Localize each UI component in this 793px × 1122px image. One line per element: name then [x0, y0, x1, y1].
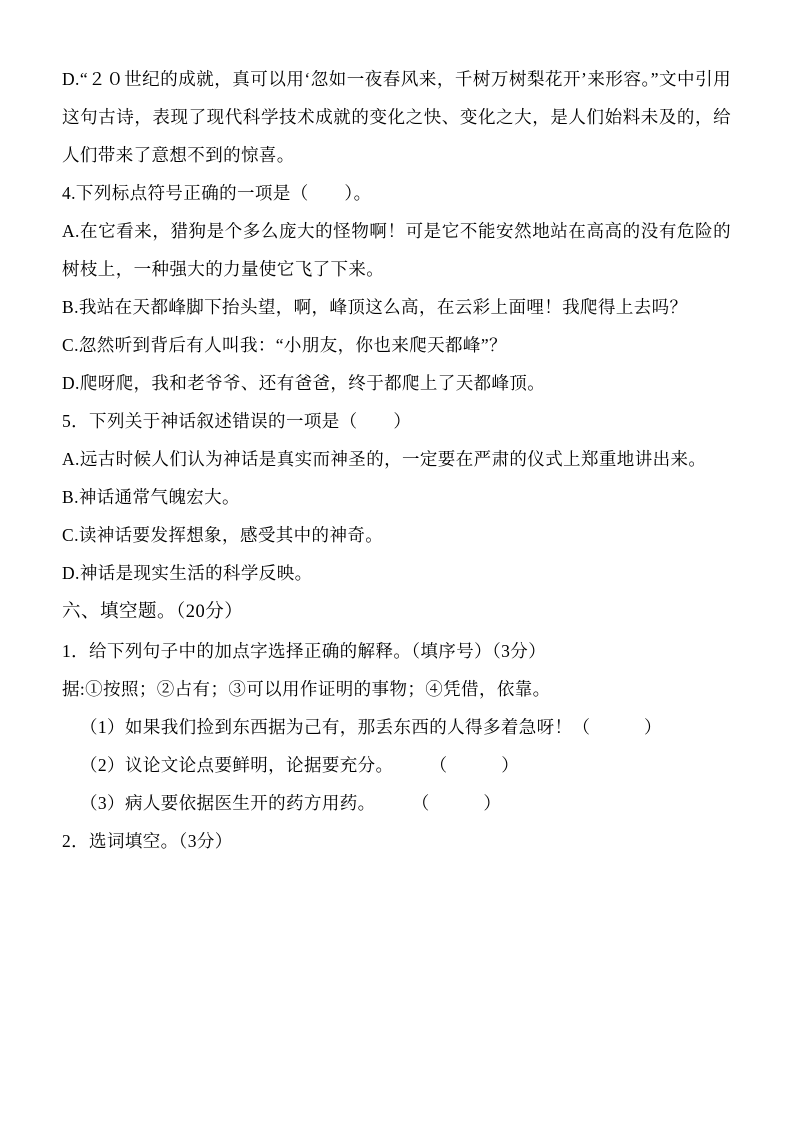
- section-six-question-2-stem: 2．选词填空。（3分）: [62, 831, 233, 851]
- question-4-option-a: A.在它看来，猎狗是个多么庞大的怪物啊！可是它不能安然地站在高高的没有危险的树枝上，一种强大的力量使它飞了下来。: [62, 221, 731, 279]
- question-4-option-c: C.忽然听到背后有人叫我：“小朋友，你也来爬天都峰”？: [62, 335, 507, 355]
- question-4-option-b: B.我站在天都峰脚下抬头望，啊，峰顶这么高，在云彩上面哩！我爬得上去吗？: [62, 297, 688, 317]
- section-six-heading: 六、填空题。（20分）: [62, 602, 244, 622]
- question-3-option-d: D.“２０世纪的成就，真可以用‘忽如一夜春风来，千树万树梨花开’来形容。”文中引用这句古诗，表现了现代科学技术成就的变化之快、变化之大，是人们始料未及的，给人们带来了意想不到的惊喜。: [62, 69, 731, 165]
- question-5-option-b: B.神话通常气魄宏大。: [62, 487, 240, 507]
- section-six-question-1-definitions: 据:①按照；②占有；③可以用作证明的事物；④凭借，依靠。: [62, 679, 551, 699]
- question-5-option-a: A.远古时候人们认为神话是真实而神圣的，一定要在严肃的仪式上郑重地讲出来。: [62, 449, 707, 469]
- section-six-question-1-item-1: （1）如果我们捡到东西据为己有，那丢东西的人得多着急呀！（ ）: [80, 717, 662, 737]
- question-5-option-d: D.神话是现实生活的科学反映。: [62, 563, 313, 583]
- section-six-question-1-item-3: （3）病人要依据医生开的药方用药。 （ ）: [80, 793, 502, 813]
- question-4-option-d: D.爬呀爬，我和老爷爷、还有爸爸，终于都爬上了天都峰顶。: [62, 373, 546, 393]
- question-4-stem: 4.下列标点符号正确的一项是（ ）。: [62, 183, 372, 203]
- question-5-stem: 5．下列关于神话叙述错误的一项是（ ）: [62, 411, 412, 431]
- section-six-question-1-stem: 1．给下列句子中的加点字选择正确的解释。（填序号）（3分）: [62, 641, 547, 661]
- question-5-option-c: C.读神话要发挥想象，感受其中的神奇。: [62, 525, 384, 545]
- page-content: [62, 60, 731, 860]
- section-six-question-1-item-2: （2）议论文论点要鲜明，论据要充分。 （ ）: [80, 755, 520, 775]
